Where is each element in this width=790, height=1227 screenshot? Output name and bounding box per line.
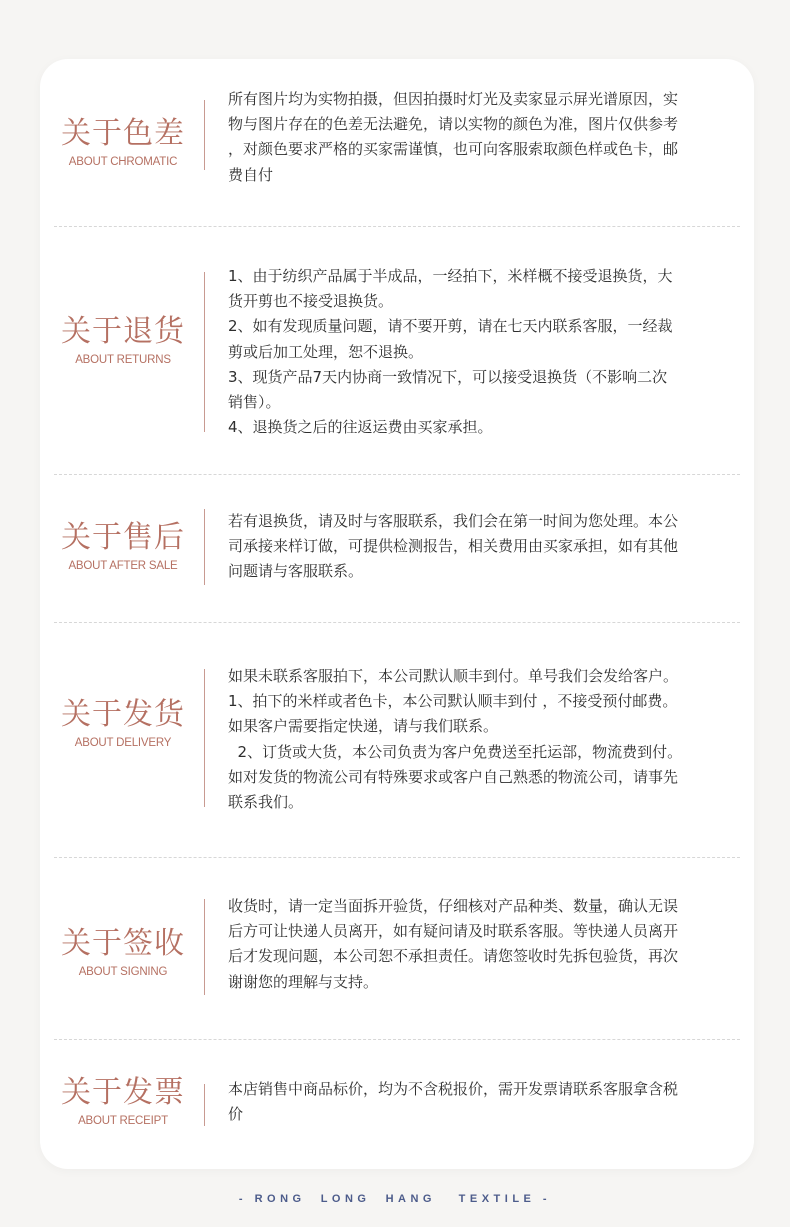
- body-line: 后才发现问题，本公司恕不承担责任。请您签收时先拆包验货，再次: [228, 947, 679, 966]
- body-line: 收货时，请一定当面拆开验货，仔细核对产品种类、数量，确认无误: [228, 897, 679, 915]
- body-line: 司承接来样订做，可提供检测报告，相关费用由买家承担，如有其他: [228, 537, 679, 556]
- body-line: 2、如有发现质量问题，请不要开剪，请在七天内联系客服，一经裁: [228, 317, 673, 336]
- section-divider: [54, 474, 740, 475]
- body-line: 货开剪也不接受退换货。: [228, 292, 394, 311]
- section-body: [228, 509, 732, 585]
- body-line: ，对颜色要求严格的买家需谨慎，也可向客服索取颜色样或色卡，邮: [228, 140, 679, 159]
- body-line: 谢谢您的理解与支持。: [228, 972, 379, 991]
- body-line: 问题请与客服联系。: [228, 562, 364, 581]
- body-line: 费自付: [228, 165, 274, 184]
- body-line: 价: [228, 1105, 244, 1124]
- section-separator: [204, 509, 205, 585]
- body-line: 联系我们。: [228, 793, 304, 812]
- section-body: [228, 87, 732, 188]
- section-title: 关于退货: [61, 314, 185, 349]
- policy-card: [40, 59, 754, 1169]
- body-line: 后方可让快递人员离开，如有疑问请及时联系客服。等快递人员离开: [228, 922, 679, 941]
- section-heading: [40, 314, 206, 368]
- section-title: 关于发货: [61, 697, 185, 732]
- section-subtitle: ABOUT RECEIPT: [78, 1115, 168, 1127]
- section-body: [228, 664, 732, 815]
- section-subtitle: ABOUT CHROMATIC: [68, 156, 178, 168]
- brand-footer: - RONG LONG HANG TEXTILE -: [238, 1193, 552, 1205]
- section-heading: [40, 1075, 206, 1129]
- section-separator: [204, 899, 205, 995]
- section-heading: [40, 926, 206, 980]
- section-separator: [204, 669, 205, 807]
- section-subtitle: ABOUT AFTER SALE: [68, 560, 178, 572]
- section-heading: [40, 116, 206, 170]
- body-line: 若有退换货，请及时与客服联系，我们会在第一时间为您处理。本公: [228, 512, 679, 530]
- section-heading: [40, 697, 206, 751]
- section-title: 关于色差: [61, 116, 185, 151]
- section-title: 关于售后: [61, 520, 185, 555]
- body-line: 如对发货的物流公司有特殊要求或客户自己熟悉的物流公司，请事先: [228, 767, 679, 786]
- body-line: 如果未联系客服拍下，本公司默认顺丰到付。单号我们会发给客户。: [228, 667, 679, 685]
- section-title: 关于签收: [61, 926, 185, 961]
- section-divider: [54, 226, 740, 227]
- body-line: 剪或后加工处理，恕不退换。: [228, 342, 424, 361]
- body-line: 本店销售中商品标价，均为不含税报价，需开发票请联系客服拿含税: [228, 1080, 679, 1098]
- section-subtitle: ABOUT RETURNS: [75, 354, 171, 366]
- body-line: 4、退换货之后的往返运费由买家承担。: [228, 418, 493, 437]
- body-line: 3、现货产品7天内协商一致情况下，可以接受退换货（不影响二次: [228, 367, 668, 386]
- body-line: 1、拍下的米样或者色卡，本公司默认顺丰到付 ，不接受预付邮费。: [228, 692, 678, 711]
- body-line: 1、由于纺织产品属于半成品，一经拍下，米样概不接受退换货，大: [228, 267, 673, 285]
- body-line: 销售）。: [228, 393, 281, 412]
- section-heading: [40, 520, 206, 574]
- section-separator: [204, 1084, 205, 1126]
- section-divider: [54, 622, 740, 623]
- body-line: 如果客户需要指定快递，请与我们联系。: [228, 717, 499, 736]
- section-body: [228, 264, 732, 440]
- section-body: [228, 1077, 732, 1127]
- section-divider: [54, 1039, 740, 1040]
- section-title: 关于发票: [61, 1075, 185, 1110]
- section-subtitle: ABOUT DELIVERY: [74, 737, 172, 749]
- section-subtitle: ABOUT SIGNING: [78, 966, 168, 978]
- section-separator: [204, 272, 205, 432]
- body-line: 2、订货或大货，本公司负责为客户免费送至托运部，物流费到付。: [228, 742, 683, 761]
- section-separator: [204, 100, 205, 170]
- section-divider: [54, 857, 740, 858]
- section-body: [228, 894, 732, 995]
- body-line: 物与图片存在的色差无法避免，请以实物的颜色为准，图片仅供参考: [228, 115, 679, 134]
- body-line: 所有图片均为实物拍摄，但因拍摄时灯光及卖家显示屏光谱原因，实: [228, 90, 679, 108]
